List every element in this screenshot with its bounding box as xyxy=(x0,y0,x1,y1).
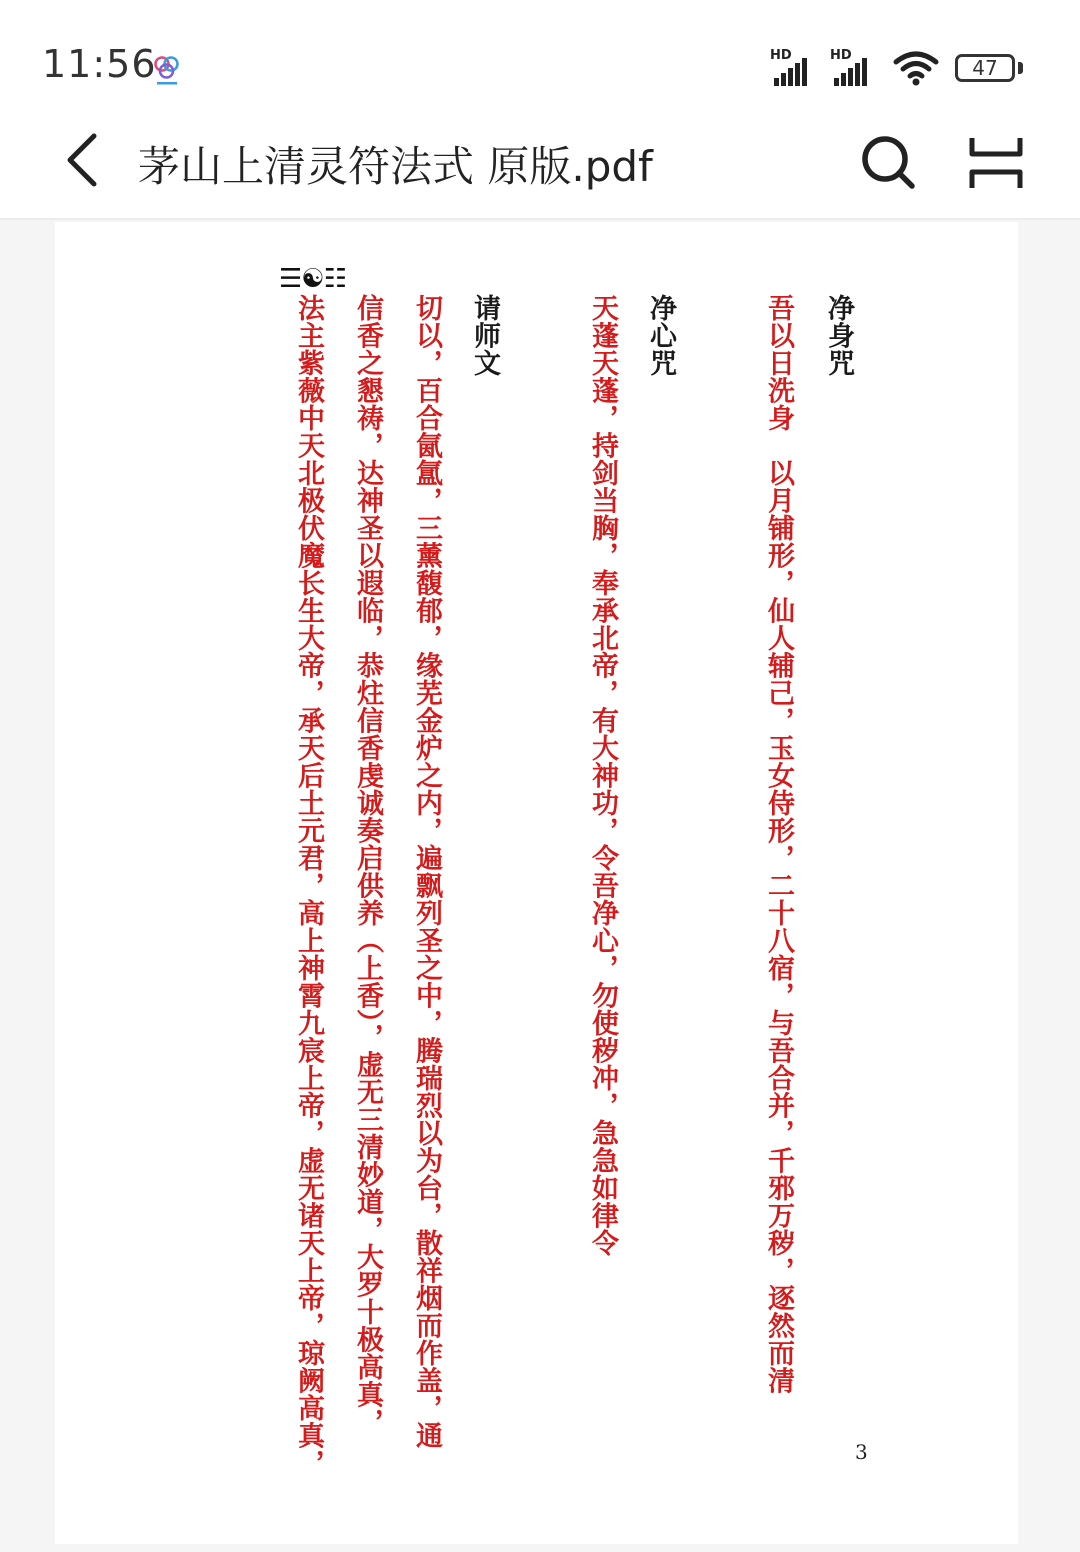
section-text-qingshi-line-2: 信香之懇祷，达神圣以遐临，恭炷信香虔诚奏启供养（上香），虚无三清妙道，大罗十极高真， xyxy=(352,294,384,1436)
more-menu-icon[interactable] xyxy=(966,134,1026,192)
page-number: 3 xyxy=(855,1440,868,1464)
wifi-icon xyxy=(892,48,940,88)
document-title: 茅山上清灵符法式 原版.pdf xyxy=(138,142,653,191)
section-text-qingshi-line-1: 切以，百合氤氲，三薰馥郁，缘芜金炉之内，遍飘列圣之中，腾瑞烈以为台，散祥烟而作盖，通 xyxy=(411,294,443,1449)
section-heading-jingxin: 净心咒 xyxy=(645,294,677,377)
battery-indicator: 47 xyxy=(955,54,1015,82)
search-icon[interactable] xyxy=(858,132,918,192)
trigram-mark: ☰☯☷ xyxy=(279,264,346,294)
section-heading-qingshi: 请师文 xyxy=(469,294,501,377)
signal-strength-icon: HD xyxy=(770,48,822,88)
section-heading-jingshen: 净身咒 xyxy=(823,294,855,377)
status-bar xyxy=(0,0,1080,110)
section-text-jingxin: 天蓬天蓬，持剑当胸，奉承北帝，有大神功，令吾净心，勿使秽冲，急急如律令 xyxy=(587,294,619,1257)
document-toolbar xyxy=(0,110,1080,220)
section-text-qingshi-line-3: 法主紫薇中天北极伏魔长生大帝，承天后土元君，高上神霄九宸上帝，虚无诸天上帝，琼阙高真， xyxy=(293,294,325,1477)
back-arrow-icon[interactable] xyxy=(58,130,108,190)
signal-strength-icon-2: HD xyxy=(830,48,882,88)
pdf-page[interactable] xyxy=(55,222,1018,1544)
battery-tip xyxy=(1018,62,1023,74)
status-time: 11:56 xyxy=(42,42,157,86)
section-text-jingshen: 吾以日洗身 以月铺形，仙人辅己，玉女侍形，二十八宿，与吾合并，千邪万秽，逐然而清 xyxy=(763,294,795,1394)
app-notification-icon xyxy=(150,52,184,86)
